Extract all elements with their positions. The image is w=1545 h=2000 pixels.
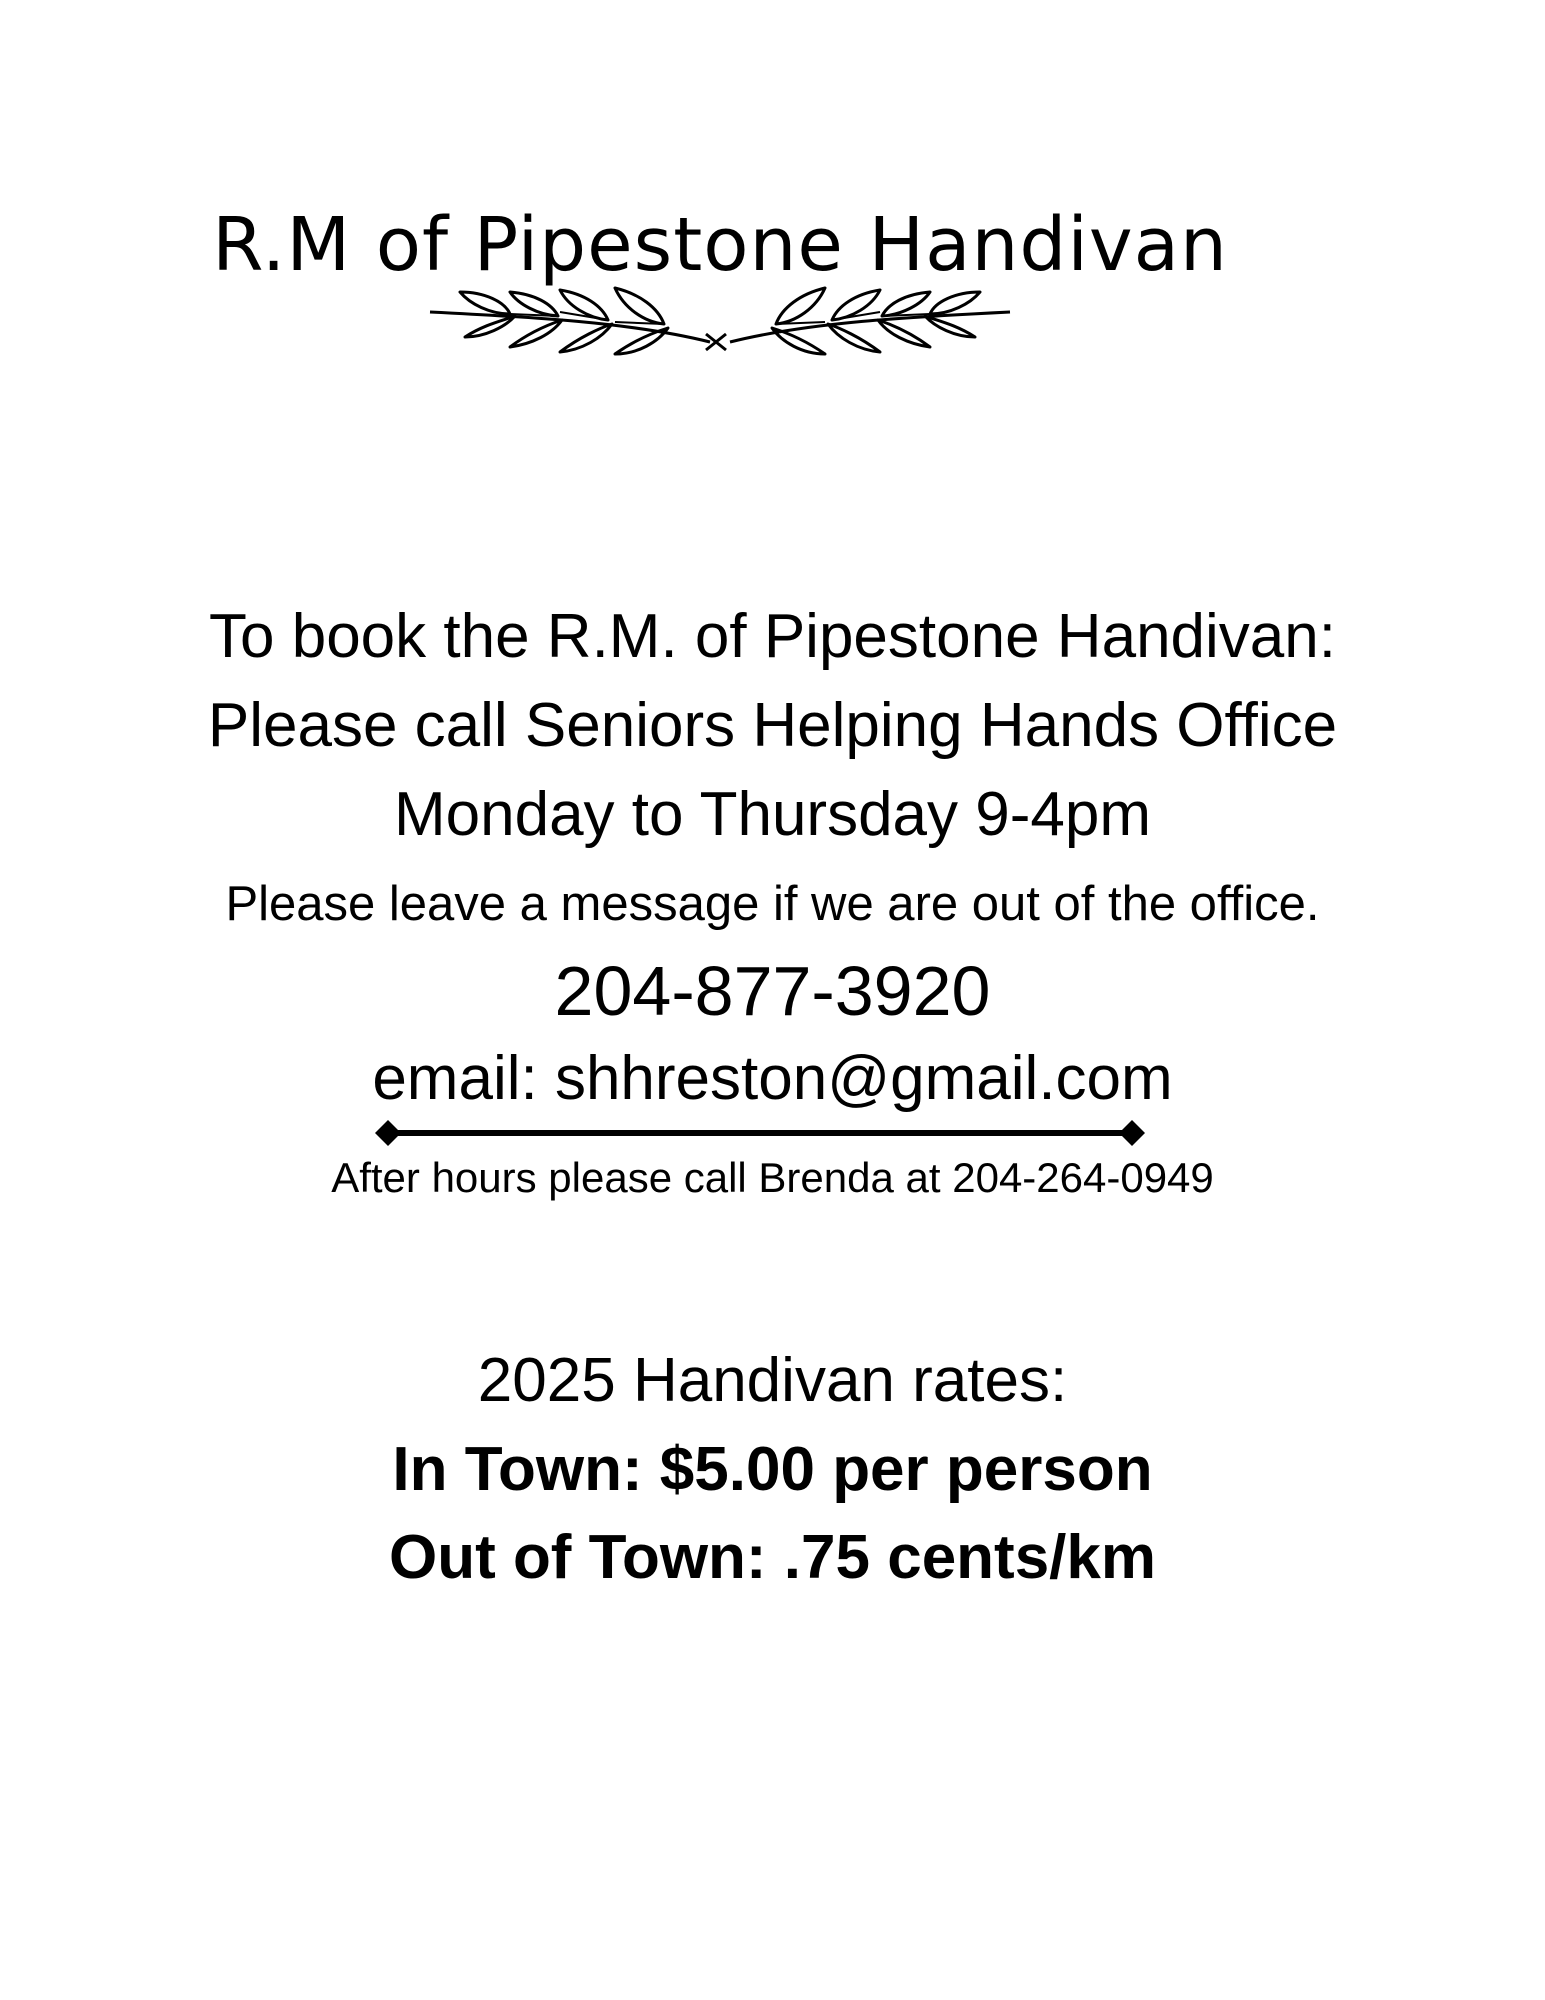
message-note: Please leave a message if we are out of the office.	[225, 877, 1320, 931]
email-address: email: shhreston@gmail.com	[372, 1044, 1173, 1113]
diamond-ended-divider-icon	[370, 1116, 1150, 1150]
after-hours-contact: After hours please call Brenda at 204-264-0949	[331, 1154, 1214, 1201]
phone-number: 204-877-3920	[554, 952, 991, 1030]
rates-heading: 2025 Handivan rates:	[477, 1346, 1068, 1415]
office-hours: Monday to Thursday 9-4pm	[393, 780, 1152, 849]
in-town-rate: In Town: $5.00 per person	[392, 1435, 1153, 1504]
booking-line-2: Please call Seniors Helping Hands Office	[207, 691, 1338, 760]
laurel-branches-icon	[410, 282, 1030, 382]
out-of-town-rate: Out of Town: .75 cents/km	[388, 1523, 1157, 1592]
page-title: R.M of Pipestone Handivan	[212, 202, 1228, 288]
booking-line-1: To book the R.M. of Pipestone Handivan:	[209, 602, 1336, 671]
